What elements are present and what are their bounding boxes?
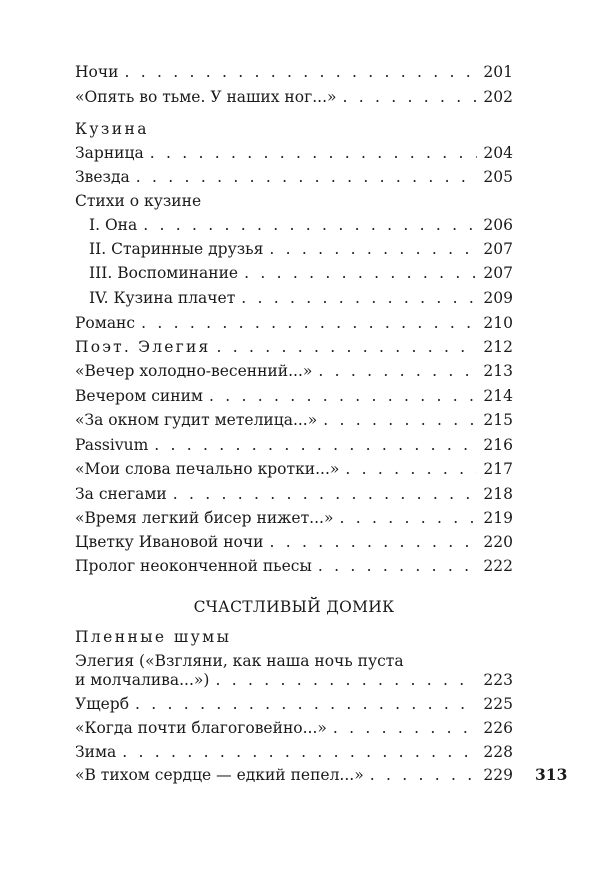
toc-entry [75,435,513,455]
toc-entry-title: I. Она [89,216,138,234]
toc-entry-title: Пролог неоконченной пьесы [75,557,312,575]
toc-entry [75,532,513,552]
toc-entry [75,87,513,107]
toc-entry-page: 223 [483,671,513,689]
dot-leader [173,484,478,504]
toc-entry-page: 229 [483,766,513,784]
toc-entry-title: «Когда почти благоговейно...» [75,719,327,737]
toc-entry-page: 209 [483,289,513,307]
toc-entry-page: 228 [483,743,513,761]
toc-entry-page: 212 [483,338,513,356]
toc-entry [75,263,513,283]
toc-entry-title: Ночи [75,63,119,81]
toc-entry-title: Зима [75,743,117,761]
toc-entry-title: «Время легкий бисер нижет...» [75,509,334,527]
toc-entry [75,239,513,259]
toc-entry-page: 207 [483,240,513,258]
toc-entry [75,143,513,163]
toc-entry-title: «Вечер холодно-весенний...» [75,362,313,380]
toc-entry-page: 201 [483,63,513,81]
toc-entry-page: 220 [483,533,513,551]
dot-leader [333,718,478,738]
toc-entry-page: 210 [483,314,513,332]
toc-entry [75,167,513,187]
dot-leader [323,410,477,430]
dot-leader [318,556,478,576]
dot-leader [124,62,477,82]
toc-entry [75,361,513,381]
toc-entry [75,765,513,785]
toc-entry-title: Ущерб [75,695,130,713]
toc-entry-title: и молчалива...») [75,671,210,689]
dot-leader [318,361,477,381]
toc-entry-title-line: Элегия («Взгляни, как наша ночь пуста [75,652,404,670]
toc-entry-page: 219 [483,509,513,527]
subsection-heading: Пленные шумы [75,628,232,646]
toc-entry-page: 213 [483,362,513,380]
toc-entry-title: Цветку Ивановой ночи [75,533,264,551]
toc-entry-page: 226 [483,719,513,737]
dot-leader [269,532,477,552]
toc-entry-title: «За окном гудит метелица...» [75,411,318,429]
dot-leader [345,459,477,479]
dot-leader [143,215,477,235]
toc-entry-title: IV. Кузина плачет [89,289,236,307]
toc-entry-title: Романс [75,314,136,332]
dot-leader [135,694,477,714]
cycle-heading: Стихи о кузине [75,192,202,210]
toc-entry-title: Passivum [75,436,149,454]
toc-entry-page: 205 [483,168,513,186]
toc-entry [75,337,513,357]
toc-entry [75,670,513,690]
toc-entry [75,288,513,308]
toc-entry [75,62,513,82]
toc-entry-title: Поэт. Элегия [75,338,211,356]
toc-entry [75,459,513,479]
dot-leader [209,386,477,406]
dot-leader [241,288,477,308]
dot-leader [269,239,477,259]
toc-entry-page: 218 [483,485,513,503]
dot-leader [136,167,478,187]
toc-entry-title: «В тихом сердце — едкий пепел...» [75,766,364,784]
toc-entry-title: Вечером синим [75,387,203,405]
toc-entry [75,718,513,738]
toc-entry-page: 217 [483,460,513,478]
toc-entry-page: 222 [483,557,513,575]
dot-leader [154,435,477,455]
toc-entry-page: 215 [483,411,513,429]
toc-entry [75,556,513,576]
toc-entry-title: II. Старинные друзья [89,240,264,258]
dot-leader [150,143,478,163]
toc-entry [75,313,513,333]
dot-leader [339,508,477,528]
toc-entry [75,386,513,406]
toc-entry-page: 214 [483,387,513,405]
toc-entry-page: 204 [483,144,513,162]
dot-leader [244,263,477,283]
toc-entry-page: 202 [483,88,513,106]
dot-leader [370,765,478,785]
toc-entry [75,410,513,430]
toc-entry-page: 206 [483,216,513,234]
toc-entry [75,694,513,714]
dot-leader [122,742,477,762]
toc-entry-page: 216 [483,436,513,454]
dot-leader [342,87,477,107]
dot-leader [216,337,477,357]
toc-entry-title: Зарница [75,144,144,162]
toc-entry [75,508,513,528]
toc-entry-page: 225 [483,695,513,713]
toc-entry-page: 207 [483,264,513,282]
section-title: СЧАСТЛИВЫЙ ДОМИК [193,598,395,616]
toc-entry-title: «Опять во тьме. У наших ног...» [75,88,337,106]
toc-entry [75,484,513,504]
subsection-heading: Кузина [75,120,149,138]
page-number: 313 [535,765,568,784]
toc-entry-title: За снегами [75,485,167,503]
toc-entry-title: III. Воспоминание [89,264,239,282]
dot-leader [141,313,477,333]
dot-leader [215,670,477,690]
toc-entry-title: «Мои слова печально кротки...» [75,460,340,478]
toc-entry-title: Звезда [75,168,130,186]
toc-entry [75,742,513,762]
toc-entry [75,215,513,235]
